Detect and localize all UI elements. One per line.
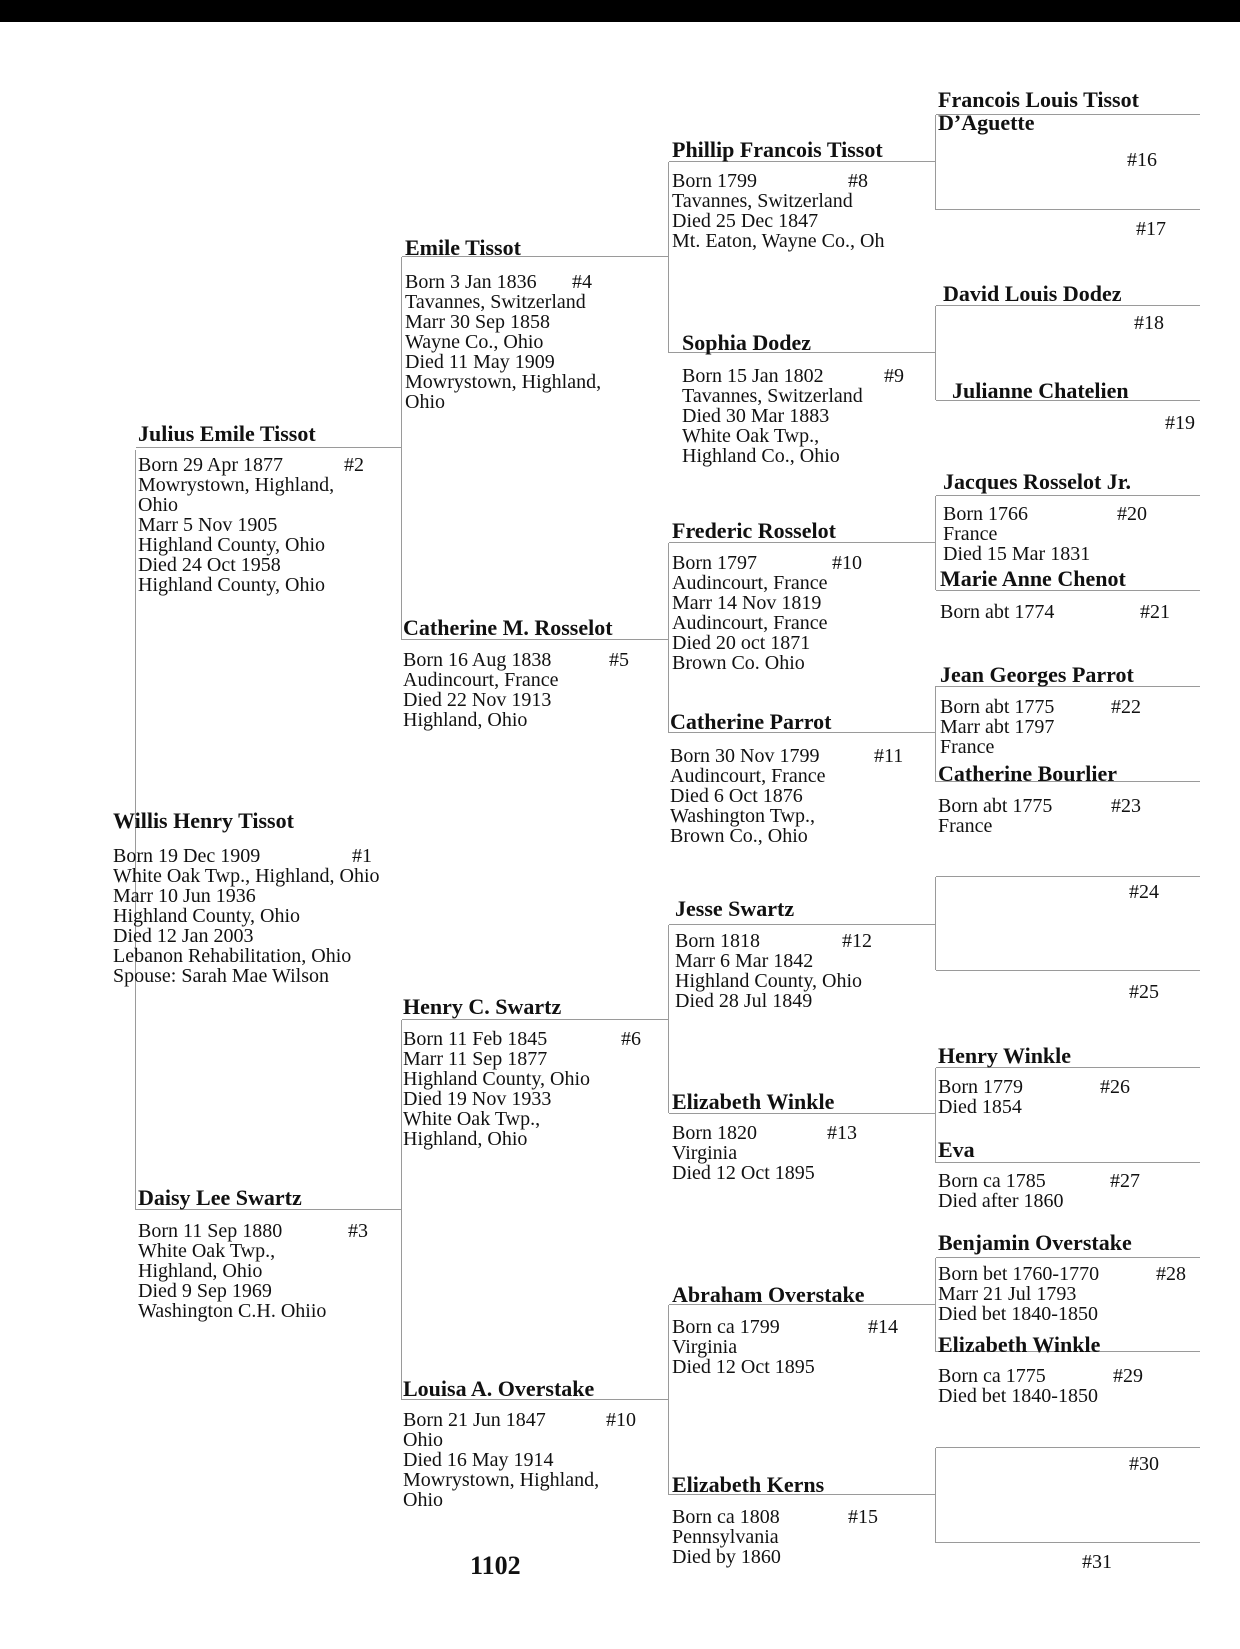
person-name: Phillip Francois Tissot [672,137,883,162]
person-number: #16 [1127,149,1157,171]
person-number: #21 [1140,601,1170,623]
person-number: #14 [868,1316,898,1338]
person-name: David Louis Dodez [943,281,1122,306]
detail-line: Highland County, Ohio [675,970,863,992]
detail-line: Died after 1860 [938,1190,1064,1212]
detail-line: Washington C.H. Ohiio [138,1300,327,1322]
detail-line: Born 1779 [938,1076,1023,1098]
person-name: Henry Winkle [938,1043,1072,1068]
detail-line: Mowrystown, Highland, [403,1469,600,1491]
detail-line: Marr 21 Jul 1793 [938,1283,1077,1305]
person-number: #10 [606,1409,636,1431]
detail-line: Died 30 Mar 1883 [682,405,830,427]
person-number: #8 [848,170,868,192]
detail-line: White Oak Twp., [682,425,820,447]
person-details [138,1221,326,1321]
detail-line: Virginia [672,1142,738,1164]
person-name: Elizabeth Kerns [672,1472,825,1497]
detail-line: Marr 6 Mar 1842 [675,950,814,972]
person-name: Francois Louis Tissot [938,87,1139,112]
detail-line: Tavannes, Switzerland [672,190,853,212]
detail-line: Died bet 1840-1850 [938,1303,1098,1325]
detail-line: Washington Twp., [670,805,815,827]
detail-line: Mowrystown, Highland, [405,371,602,393]
person-details [938,1264,1099,1324]
detail-line: Audincourt, France [672,612,828,634]
person-details [938,1366,1098,1406]
detail-line: Born 21 Jun 1847 [403,1409,546,1431]
person-details [403,1410,599,1510]
person-name: Jean Georges Parrot [940,662,1134,687]
person-details [938,1171,1064,1211]
person-31-number: #31 [1082,1551,1112,1573]
person-name: Catherine M. Rosselot [403,615,613,640]
detail-line: Highland, Ohio [138,1260,263,1282]
page-number: 1102 [470,1551,521,1580]
detail-line: Highland Co., Ohio [682,445,840,467]
detail-line: White Oak Twp., Highland, Ohio [113,865,380,887]
detail-line: Highland County, Ohio [403,1068,591,1090]
person-name: Elizabeth Winkle [672,1089,835,1114]
detail-line: Brown Co., Ohio [670,825,808,847]
person-name: Abraham Overstake [672,1282,865,1307]
detail-line: Died 16 May 1914 [403,1449,554,1471]
person-number: #3 [348,1220,368,1242]
person-details [672,553,828,673]
detail-line: Born 11 Feb 1845 [403,1028,548,1050]
detail-line: Died 24 Oct 1958 [138,554,281,576]
person-details [113,846,380,986]
detail-line: Marr abt 1797 [940,716,1055,738]
detail-line: Tavannes, Switzerland [682,385,863,407]
detail-line: Audincourt, France [403,669,559,691]
detail-line: Died by 1860 [672,1546,781,1568]
detail-line: Born bet 1760-1770 [938,1263,1100,1285]
detail-line: Died 12 Jan 2003 [113,925,254,947]
person-name: Benjamin Overstake [938,1230,1132,1255]
person-30-number: #30 [1129,1453,1159,1475]
detail-line: Born 1799 [672,170,757,192]
detail-line: Died 11 May 1909 [405,351,555,373]
person-name: Julianne Chatelien [952,378,1129,403]
person-number: #15 [848,1506,878,1528]
detail-line: Died 22 Nov 1913 [403,689,552,711]
detail-line: Born 1766 [943,503,1028,525]
detail-line: Born 19 Dec 1909 [113,845,261,867]
person-details [672,1507,781,1567]
detail-line: Born 29 Apr 1877 [138,454,283,476]
person-17-number: #17 [1136,218,1166,240]
person-name: Julius Emile Tissot [138,421,316,446]
person-details [403,650,559,730]
person-details [675,931,862,1011]
person-number: #2 [344,454,364,476]
detail-line: Mowrystown, Highland, [138,474,335,496]
detail-line: Born 15 Jan 1802 [682,365,824,387]
person-details [943,504,1090,564]
person-name: Catherine Bourlier [938,761,1118,786]
detail-line: Died 28 Jul 1849 [675,990,813,1012]
detail-line: Died 15 Mar 1831 [943,543,1091,565]
person-24-number: #24 [1129,881,1159,903]
detail-line: Born abt 1775 [938,795,1053,817]
detail-line: Died 1854 [938,1096,1022,1118]
detail-line: France [940,736,995,758]
detail-line: Highland County, Ohio [138,534,326,556]
detail-line: Born ca 1799 [672,1316,780,1338]
person-number: #13 [827,1122,857,1144]
detail-line: Born 1818 [675,930,760,952]
detail-line: White Oak Twp., [403,1108,541,1130]
person-details [138,455,334,595]
detail-line: Tavannes, Switzerland [405,291,586,313]
detail-line: Died 12 Oct 1895 [672,1162,815,1184]
detail-line: Died 25 Dec 1847 [672,210,819,232]
person-details [682,366,863,466]
person-details [672,1317,815,1377]
detail-line: Ohio [403,1489,443,1511]
detail-line: Died 9 Sep 1969 [138,1280,272,1302]
detail-line: Wayne Co., Ohio [405,331,544,353]
detail-line: Ohio [138,494,178,516]
person-name: Daisy Lee Swartz [138,1185,302,1210]
person-name: Emile Tissot [405,235,521,260]
person-number: #11 [874,745,904,767]
detail-line: Born 11 Sep 1880 [138,1220,283,1242]
person-details [940,602,1054,622]
detail-line: France [943,523,998,545]
detail-line: Marr 11 Sep 1877 [403,1048,548,1070]
detail-line: Born abt 1775 [940,696,1055,718]
person-number: #20 [1117,503,1147,525]
person-details [938,1077,1023,1117]
detail-line: Born ca 1808 [672,1506,780,1528]
person-details [403,1029,590,1149]
person-number: #12 [842,930,872,952]
person-details [405,272,601,412]
person-number: #6 [621,1028,641,1050]
person-name-continued: D’Aguette [938,110,1035,135]
detail-line: Born 30 Nov 1799 [670,745,820,767]
detail-line: Died bet 1840-1850 [938,1385,1098,1407]
person-details [670,746,826,846]
detail-line: Born ca 1775 [938,1365,1046,1387]
detail-line: Marr 30 Sep 1858 [405,311,550,333]
detail-line: Lebanon Rehabilitation, Ohio [113,945,352,967]
detail-line: Marr 10 Jun 1936 [113,885,256,907]
person-name: Frederic Rosselot [672,518,836,543]
person-number: #22 [1111,696,1141,718]
person-25-number: #25 [1129,981,1159,1003]
detail-line: Audincourt, France [670,765,826,787]
person-details [938,796,1052,836]
person-name: Elizabeth Winkle [938,1332,1101,1357]
detail-line: Ohio [403,1429,443,1451]
detail-line: Brown Co. Ohio [672,652,805,674]
detail-line: Died 19 Nov 1933 [403,1088,552,1110]
person-number: #27 [1110,1170,1140,1192]
detail-line: Born 1820 [672,1122,757,1144]
person-number: #18 [1134,312,1164,334]
detail-line: Marr 14 Nov 1819 [672,592,822,614]
detail-line: Highland, Ohio [403,1128,528,1150]
detail-line: Highland County, Ohio [138,574,326,596]
person-number: #28 [1156,1263,1186,1285]
person-name: Henry C. Swartz [403,994,562,1019]
person-number: #29 [1113,1365,1143,1387]
detail-line: Highland County, Ohio [113,905,301,927]
detail-line: White Oak Twp., [138,1240,276,1262]
person-name: Jesse Swartz [675,896,795,921]
person-number: #4 [572,271,592,293]
person-name: Eva [938,1137,975,1162]
detail-line: Born 3 Jan 1836 [405,271,537,293]
detail-line: Audincourt, France [672,572,828,594]
detail-line: Died 20 oct 1871 [672,632,811,654]
detail-line: Mt. Eaton, Wayne Co., Oh [672,230,885,252]
person-details [940,697,1054,757]
detail-line: Born 1797 [672,552,757,574]
person-name: Catherine Parrot [670,709,832,734]
person-number: #23 [1111,795,1141,817]
person-number: #26 [1100,1076,1130,1098]
detail-line: Virginia [672,1336,738,1358]
person-number: #1 [352,845,372,867]
person-number: #19 [1165,412,1195,434]
detail-line: Pennsylvania [672,1526,779,1548]
detail-line: Born 16 Aug 1838 [403,649,552,671]
detail-line: Marr 5 Nov 1905 [138,514,278,536]
person-name: Marie Anne Chenot [940,566,1126,591]
detail-line: Died 12 Oct 1895 [672,1356,815,1378]
detail-line: Died 6 Oct 1876 [670,785,803,807]
detail-line: France [938,815,993,837]
detail-line: Born abt 1774 [940,601,1055,623]
person-details [672,1123,815,1183]
detail-line: Ohio [405,391,445,413]
person-name: Louisa A. Overstake [403,1376,595,1401]
person-name: Willis Henry Tissot [113,808,294,833]
person-name: Jacques Rosselot Jr. [943,469,1132,494]
person-number: #10 [832,552,862,574]
person-number: #9 [884,365,904,387]
detail-line: Highland, Ohio [403,709,528,731]
detail-line: Born ca 1785 [938,1170,1046,1192]
person-number: #5 [609,649,629,671]
detail-line: Spouse: Sarah Mae Wilson [113,965,330,987]
person-name: Sophia Dodez [682,330,811,355]
